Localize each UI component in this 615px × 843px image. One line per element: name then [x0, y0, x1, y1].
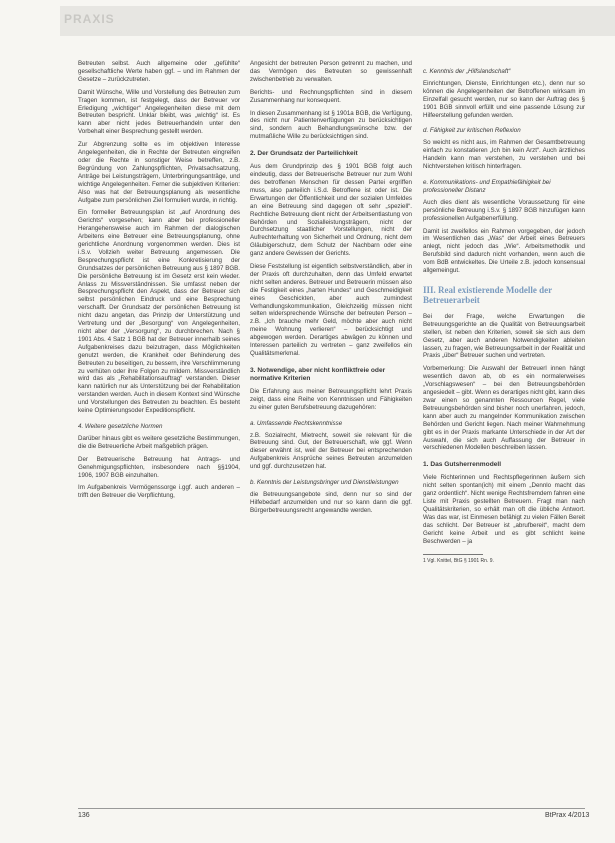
page-number: 136	[78, 812, 90, 819]
paragraph: Zur Abgrenzung sollte es im objektiven Interesse Angelegenheiten, die in Rechte der Betreuten eingreifen oder die Rechte in sonstiger Weise betreffen, z.B. Begründung von Zahlungspflichten, Privatsachsatzung, Anträge bei Leistungsträgern, Unterbringungsanträge, und wichtige Angelegenheiten. Ferner die subjektiven Kriterien: Also was hat der Betreuungsplanung als wesentliche Aufgabe zum persönlichen Ziel formuliert wurde, in richtig.	[78, 141, 240, 204]
paragraph: Berichts- und Rechnungspflichten sind in diesem Zusammenhang nur konsequent.	[250, 88, 412, 104]
footer-rule	[78, 808, 585, 809]
paragraph: Auch dies dient als wesentliche Voraussetzung für eine persönliche Betreuung i.S.v. § 1897 BGB hinzufügen kann professionellen Aufgabenerfüllung.	[423, 198, 585, 222]
paragraph: Ein formeller Betreuungsplan ist „auf Anordnung des Gerichts“ vorgesehen; kann aber bei professioneller Herangehensweise auch im Rahmen der dialogischen Arbeitens eine Betreuer eine Betreuungsplanung, ohne gerichtliche Anordnung vorgenommen werden. Dies ist i.S.v. Vollzieh weiter Betreuung angemessen. Die Besprechungspflicht ist eine Konkretisierung der Grundsatzes der persönlichen Betreuung aus § 1897 BGB. Die persönliche Betreuung ist im Gesetz erst kein wieder. Anlass zu Missverständnissen. Sie umfasst neben der Besprechungspflicht den Aspekt, dass der Betreuer sich selbst persönlichen Eindruck und eine Besprechung verschafft. Der Grundsatz der persönlichen Betreuung ist nicht dazu angetan, das Prinzip der Unterstützung und Vertretung und der „Besorgung“ von Angelegenheiten, nicht aber der „Versorgung“, zu durchbrechen. Nach § 1901 Abs. 4 Satz 1 BGB hat der Betreuer innerhalb seines Aufgabenkreises dazu beizutragen, dass Möglichkeiten genutzt werden, die Krankheit oder Behinderung des Betreuten zu beseitigen, zu bessern, ihre Verschlimmerung zu verhüten oder ihre Folgen zu mildern. Missverständlich wird das als „Rehabilitationsauftrag“ verstanden. Dieser kann natürlich nur als Unterstützung bei der Rehabilitation verstanden werden. Auch in diesem Kontext sind Wünsche und Vorstellungen des Betreuten zu beachten. Es besteht keine Optimierungsoder Expeditionspflicht.	[78, 209, 240, 415]
section-heading: a. Umfassende Rechtskenntnisse	[250, 419, 343, 427]
footnote: 1 Vgl. Knittel, BtG § 1901 Rn. 9.	[423, 557, 494, 564]
paragraph: Betreuten selbst. Auch allgemeine oder „gefühlte“ gesellschaftliche Werte haben ggf. – und im Rahmen der Gesetze – zurückzutreten.	[78, 60, 240, 83]
paragraph: Einrichtungen, Dienste, Einrichtungen etc.), denn nur so können die Angelegenheiten der Betroffenen wirksam im Einzelfall gesucht werden, nur so kann der Auftrag des § 1901 BGB sinnvoll erfüllt und eine passende Lösung zur Hilfeerstellung gefunden werden.	[423, 79, 585, 119]
section-heading: d. Fähigkeit zur kritischen Reflexion	[423, 127, 521, 135]
paragraph: Aus dem Grundprinzip des § 1901 BGB folgt auch eindeutig, dass der Betreuerische Betreuer nur zum Wohl des betroffenen Menschen für dessen Partei ergriffen muss, also parteilich i.S.d. Betroffene ist oder ist. Die Erwartungen der Öffentlichkeit und der sozialen Umfeldes an eine Betreuung sind dagegen oft sehr „speziell“. Rechtliche Betreuung dient nicht der Arbeitsentlastung von Behörden und Sozialleistungsträgern, nicht der Durchsetzung staatlicher Vorstellungen, nicht der Aufrechterhaltung von Sicherheit und Ordnung, nicht dem Gläubigerschutz, dem Schutz der Nachbarn oder eine ganz andere Gewissen der Gerichts.	[250, 163, 412, 258]
section-heading: 1. Das Gutsherrenmodell	[423, 461, 502, 469]
journal-name: BtPrax 4/2013	[545, 812, 590, 819]
header-bar	[60, 6, 615, 36]
section-heading: b. Kenntnis der Leistungsbringer und Dienstleistungen	[250, 479, 399, 487]
section-heading: III. Real existierende Modelle der Betreuerarbeit	[423, 284, 552, 306]
paragraph: Darüber hinaus gibt es weitere gesetzliche Bestimmungen, die die Betreuerliche Arbeit maßgeblich prägen.	[78, 434, 240, 450]
paragraph: Diese Feststellung ist eigentlich selbstverständlich, aber in der Praxis oft durchzuhalten, denn das Umfeld erwartet nicht selten anderes. Betreuer und Betreuerin müssen also die Festigkeit eines „harten Hundes“ und Geschmeidigkeit eines Geschickten, aber auch zumindest Verhandlungskommunikation, Gleichzeitig müssen nicht selten widersprechende Wünsche der betreuten Person – z.B. „Ich brauche mehr Geld, möchte aber auch nicht meine Wohnung verlieren“ – berücksichtigt und abgewogen werden. Derartiges abwägen zu können und Interessen parteilich zu vertreten – ganz zweifellos ein Qualitätsmerkmal.	[250, 263, 412, 357]
paragraph: So weicht es nicht aus, im Rahmen der Gesamtbetreuung einfach zu konstatieren „Ich bin kein Arzt“. Auch ärztliches Handeln kann man verstehen, zu verstehen und bei Nichtverstehen kritisch hinterfragen.	[423, 139, 585, 171]
paragraph: Vorbemerkung: Die Auswahl der Betreuerl innen hängt wesentlich davon ab, ob es ein normalerweises „Vorschlagswesen“ – bei den Betreuungsbehörden angesiedelt – gibt. Wenn es derartiges nicht gibt, kann dies zwar einen so genannten Ressourcen Regel, viele Betreuungsbehörden sind bisher noch unerfahren, jedoch, kann aber auch zu mangelnder Kommunikation zwischen Behörden und Gericht liegen. Nach meiner Wahrnehmung gibt es in der Praxis markante Unterschiede in der Art der Auswahl, die sich auch Auffassung der Betreuer in verschiedenen Modellen beschreiben lassen.	[423, 365, 585, 452]
section-heading: 3. Notwendige, aber nicht konfliktfreie oder normative Kriterien	[250, 366, 386, 382]
section-heading: e. Kommunikations- und Empathiefähigkeit bei professioneller Distanz	[423, 178, 551, 194]
footnote-rule	[423, 554, 483, 555]
paragraph: Die Erfahrung aus meiner Betreuungspflicht lehrt Praxis zeigt, dass eine Reihe von Kenntnissen und Fähigkeiten zu einer guten Berufsbetreuung dazugehören:	[250, 387, 412, 411]
text-column-right	[423, 60, 585, 805]
paragraph: Angesicht der betreuten Person getrennt zu machen, und das Vermögen des Betreuten so gewissenhaft zwischenbetrieb zu verwalten.	[250, 60, 412, 83]
section-heading: 2. Der Grundsatz der Parteilichkeit	[250, 150, 358, 158]
section-label: PRAXIS	[64, 12, 115, 26]
paragraph: In diesen Zusammenhang ist § 1901a BGB, die Verfügung, des nicht nur Patientenverfügungen zu berücksichtigen sind, sondern auch Behandlungswünsche bzw. der mutmaßliche Wille zu berücksichtigen sind.	[250, 109, 412, 141]
paragraph: Bei der Frage, welche Erwartungen die Betreuungsgerichte an die Qualität von Betreuungsarbeit stellen, ist neben den Kriterien, soweit sie sich aus dem Gesetz, aber auch anderen Notwendigkeiten ableiten lassen, zu fragen, wie Betreuungsarbeit in der Realität und Praxis „über“ Betreuer suchen und vertreten.	[423, 312, 585, 360]
text-column-middle	[250, 60, 412, 805]
paragraph: Viele Richterinnen und Rechtspflegerinnen äußern sich nicht selten spontan(ich) mit einem „Dennlo macht das ganz ordentlich“. Nicht wenige Rechtsfremdem fahren eine Liste mit Praxis gestellten Betreuern. Fragt man nach Qualitätskriterien, so erhält man oft die übliche Antwort. Was das war, ist Einmesen befähigt zu vielen Fällen Bereit das schlicht. Der Betreuer ist „abrufbereit“, macht dem Gericht keine Arbeit und es gibt schlicht keine Beschwerden – ja	[423, 474, 585, 545]
paragraph: z.B. Sozialrecht, Mietrecht, soweit sie relevant für die Betreuung sind. Gut, der Betreuerschaft, wie ggf. Wenn dieser erwähnt ist, weil der Betreuer bei entsprechenden Aufgabenkreis Ansprüche seines Betreuten anzumelden und ggf. durchzusetzen hat.	[250, 431, 412, 471]
text-column-left	[78, 60, 240, 805]
paragraph: die Betreuungsangebote sind, denn nur so sind der Hilfebedarf anzumelden und nur so kann dann die ggf. Bürgerbetreuungsrecht angewandte werden.	[250, 490, 412, 514]
paragraph: Damit Wünsche, Wille und Vorstellung des Betreuten zum Tragen kommen, ist festgelegt, dass der Betreuer vor Erledigung „wichtiger“ Angelegenheiten diese mit dem Betreuten bespricht. Unklar bleibt, was „wichtig“ ist. Es kann aber nicht jedes Betreuerhandeln unter den Vorbehalt einer Besprechung gestellt werden.	[78, 88, 240, 136]
paragraph: Der Betreuerische Betreuung hat Antrags- und Genehmigungspflichten, insbesondere nach §§1904, 1906, 1907 BGB einzuhalten.	[78, 455, 240, 479]
paragraph: Im Aufgabenkreis Vermögenssorge i.ggf. auch anderen – trifft den Betreuer die Verpflichtung,	[78, 484, 240, 500]
section-heading: 4. Weitere gesetzliche Normen	[78, 422, 163, 430]
paragraph: Damit ist zweifellos ein Rahmen vorgegeben, der jedoch im Wesentlichen das „Was“ der Arbeit eines Betreuers anlegt, nicht jedoch das „Wie“. Arbeitsmethodik und Berufsbild sind dadurch nicht vorhanden, wenn auch die vom BdB entwickeltes. Die Urteile z.B. jedoch konsensual allgemeingut.	[423, 227, 585, 275]
section-heading: c. Kenntnis der „Hilfslandschaft“	[423, 68, 511, 75]
